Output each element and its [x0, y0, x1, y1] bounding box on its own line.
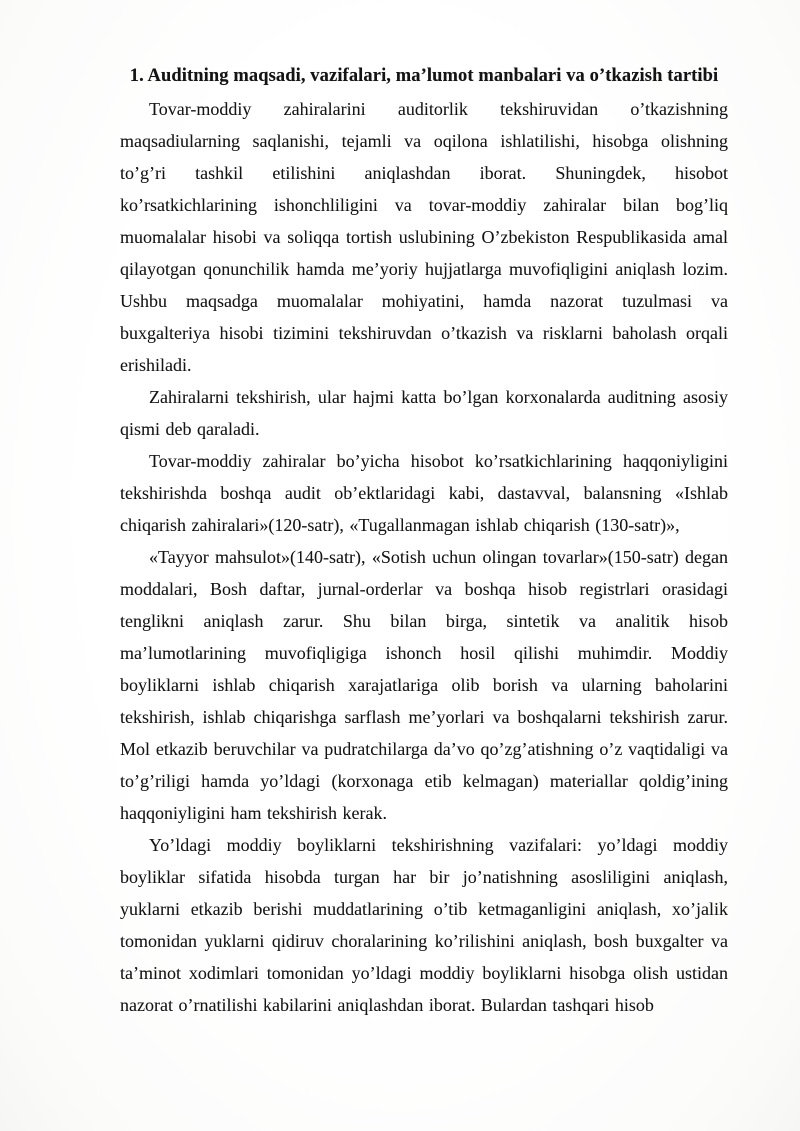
paragraph-3: Tovar-moddiy zahiralar bo’yicha hisobot ko’rsatkichlarining haqqoniyligini tekshirishda boshqa audit ob’ektlaridagi kabi, dastavval, balansning «Ishlab chiqarish zahiralari»(120-satr), «Tugallanmagan ishlab chiqarish (130-satr)», [120, 451, 728, 535]
paragraph-5: Yo’ldagi moddiy boyliklarni tekshirishning vazifalari: yo’ldagi moddiy boyliklar sifatida hisobda turgan har bir jo’natishning asosliligini aniqlash, yuklarni etkazib berishi muddatlarining o’tib ketmaganligini aniqlash, xo’jalik tomonidan yuklarni qidiruv choralarining ko’rilishini aniqlash, bosh buxgalter va ta’minot xodimlari tomonidan yo’ldagi moddiy boyliklarni hisobga olish ustidan nazorat o’rnatilishi kabilarini aniqlashdan iborat. Bulardan tashqari hisob [120, 835, 728, 1015]
document-title: 1. Auditning maqsadi, vazifalari, ma’lumot manbalari va o’tkazish tartibi [129, 66, 719, 86]
paragraph-2: Zahiralarni tekshirish, ular hajmi katta bo’lgan korxonalarda auditning asosiy qismi deb qaraladi. [120, 387, 728, 439]
paragraph-4: «Tayyor mahsulot»(140-satr), «Sotish uchun olingan tovarlar»(150-satr) degan moddalari, Bosh daftar, jurnal-orderlar va boshqa hisob registrlari orasidagi tenglikni aniqlash zarur. Shu bilan birga, sintetik va analitik hisob ma’lumotlarining muvofiqligiga ishonch hosil qilishi muhimdir. Moddiy boyliklarni ishlab chiqarish xarajatlariga olib borish va ularning baholarini tekshirish, ishlab chiqarishga sarflash me’yorlari va boshqalarni tekshirish zarur. Mol etkazib beruvchilar va pudratchilarga da’vo qo’zg’atishning o’z vaqtidaligi va to’g’riligi hamda yo’ldagi (korxonaga etib kelmagan) materiallar qoldig’ining haqqoniyligini ham tekshirish kerak. [120, 547, 728, 823]
paragraph-1: Tovar-moddiy zahiralarini auditorlik tekshiruvidan o’tkazishning maqsadiularning saqlanishi, tejamli va oqilona ishlatilishi, hisobga olishning to’g’ri tashkil etilishini aniqlashdan iborat. Shuningdek, hisobot ko’rsatkichlarining ishonchliligini va tovar-moddiy zahiralar bilan bog’liq muomalalar hisobi va soliqqa tortish uslubining O’zbekiston Respublikasida amal qilayotgan qonunchilik hamda me’yoriy hujjatlarga muvofiqligini aniqlash lozim. Ushbu maqsadga muomalalar mohiyatini, hamda nazorat tuzulmasi va buxgalteriya hisobi tizimini tekshiruvdan o’tkazish va risklarni baholash orqali erishiladi. [120, 99, 728, 375]
document-content [120, 60, 728, 1021]
